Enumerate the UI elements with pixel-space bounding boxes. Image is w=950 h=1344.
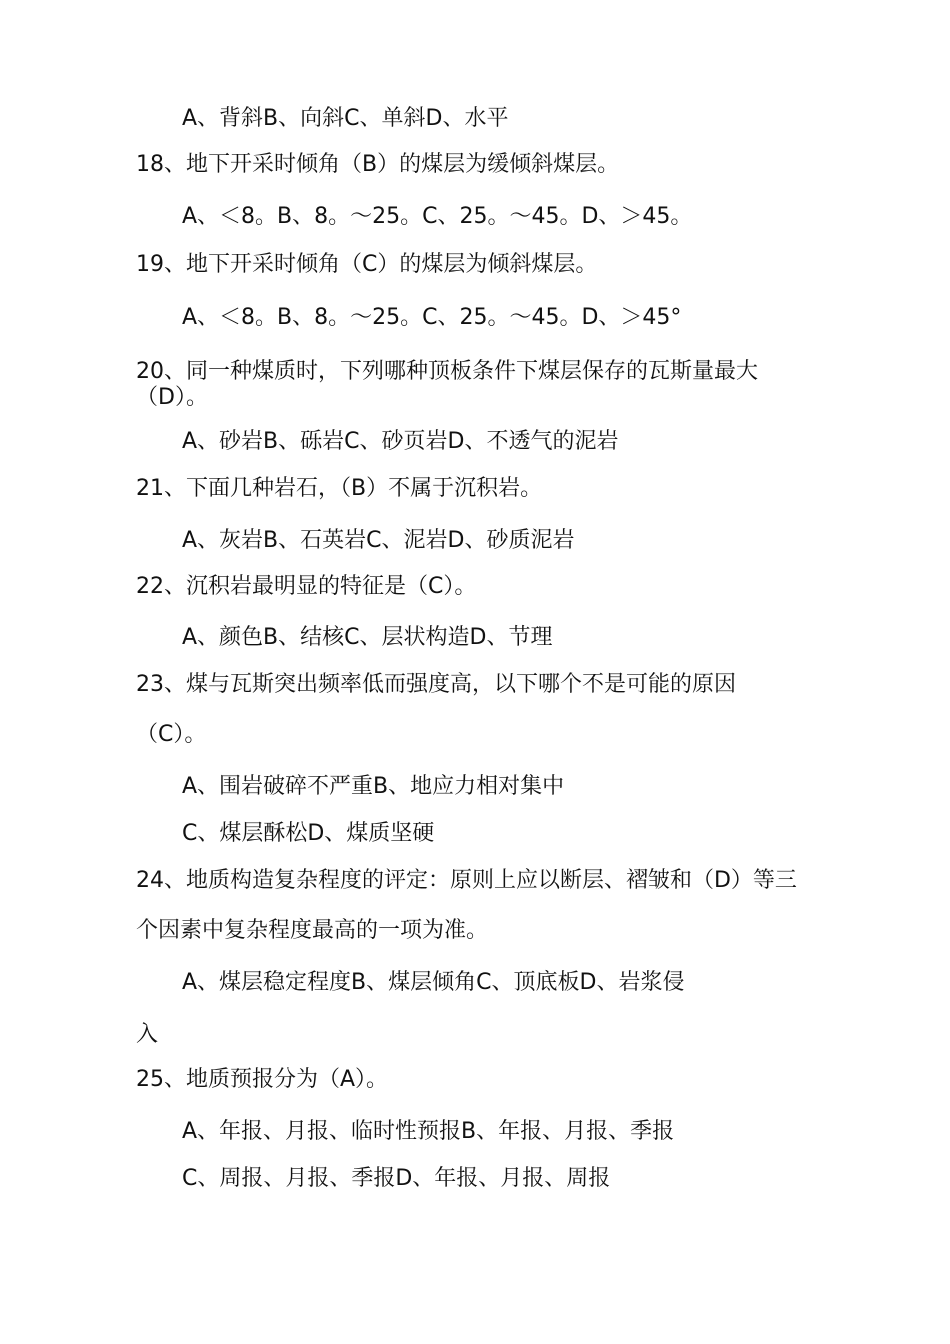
q24-options-cont: 入: [136, 1022, 159, 1047]
q22-options: A、颜色B、结核C、层状构造D、节理: [182, 625, 553, 650]
q21-question: 21、下面几种岩石，（B）不属于沉积岩。: [136, 476, 543, 501]
q19-question: 19、地下开采时倾角（C）的煤层为倾斜煤层。: [136, 252, 598, 277]
q24-question-cont: 个因素中复杂程度最高的一项为准。: [136, 918, 489, 943]
q24-question: 24、地质构造复杂程度的评定：原则上应以断层、褶皱和（D）等三: [136, 868, 797, 893]
q25-options-2: C、周报、月报、季报D、年报、月报、周报: [182, 1166, 611, 1191]
q25-question: 25、地质预报分为（A）。: [136, 1067, 389, 1092]
q23-options-2: C、煤层酥松D、煤质坚硬: [182, 821, 435, 846]
q17-options: A、背斜B、向斜C、单斜D、水平: [182, 106, 509, 131]
q24-options: A、煤层稳定程度B、煤层倾角C、顶底板D、岩浆侵: [182, 970, 685, 995]
q23-question: 23、煤与瓦斯突出频率低而强度高，以下哪个不是可能的原因: [136, 672, 736, 697]
q20-question: 20、同一种煤质时，下列哪种顶板条件下煤层保存的瓦斯量最大: [136, 359, 758, 384]
q23-question-cont: （C）。: [136, 722, 207, 747]
q18-options: A、＜8。B、8。〜25。C、25。〜45。D、＞45。: [182, 204, 693, 229]
q20-question-cont: （D）。: [136, 385, 208, 410]
q25-options-1: A、年报、月报、临时性预报B、年报、月报、季报: [182, 1119, 675, 1144]
q23-options-1: A、围岩破碎不严重B、地应力相对集中: [182, 774, 565, 799]
q21-options: A、灰岩B、石英岩C、泥岩D、砂质泥岩: [182, 528, 575, 553]
q20-options: A、砂岩B、砾岩C、砂页岩D、不透气的泥岩: [182, 429, 619, 454]
q18-question: 18、地下开采时倾角（B）的煤层为缓倾斜煤层。: [136, 152, 620, 177]
q22-question: 22、沉积岩最明显的特征是（C）。: [136, 574, 477, 599]
q19-options: A、＜8。B、8。〜25。C、25。〜45。D、＞45°: [182, 305, 682, 330]
